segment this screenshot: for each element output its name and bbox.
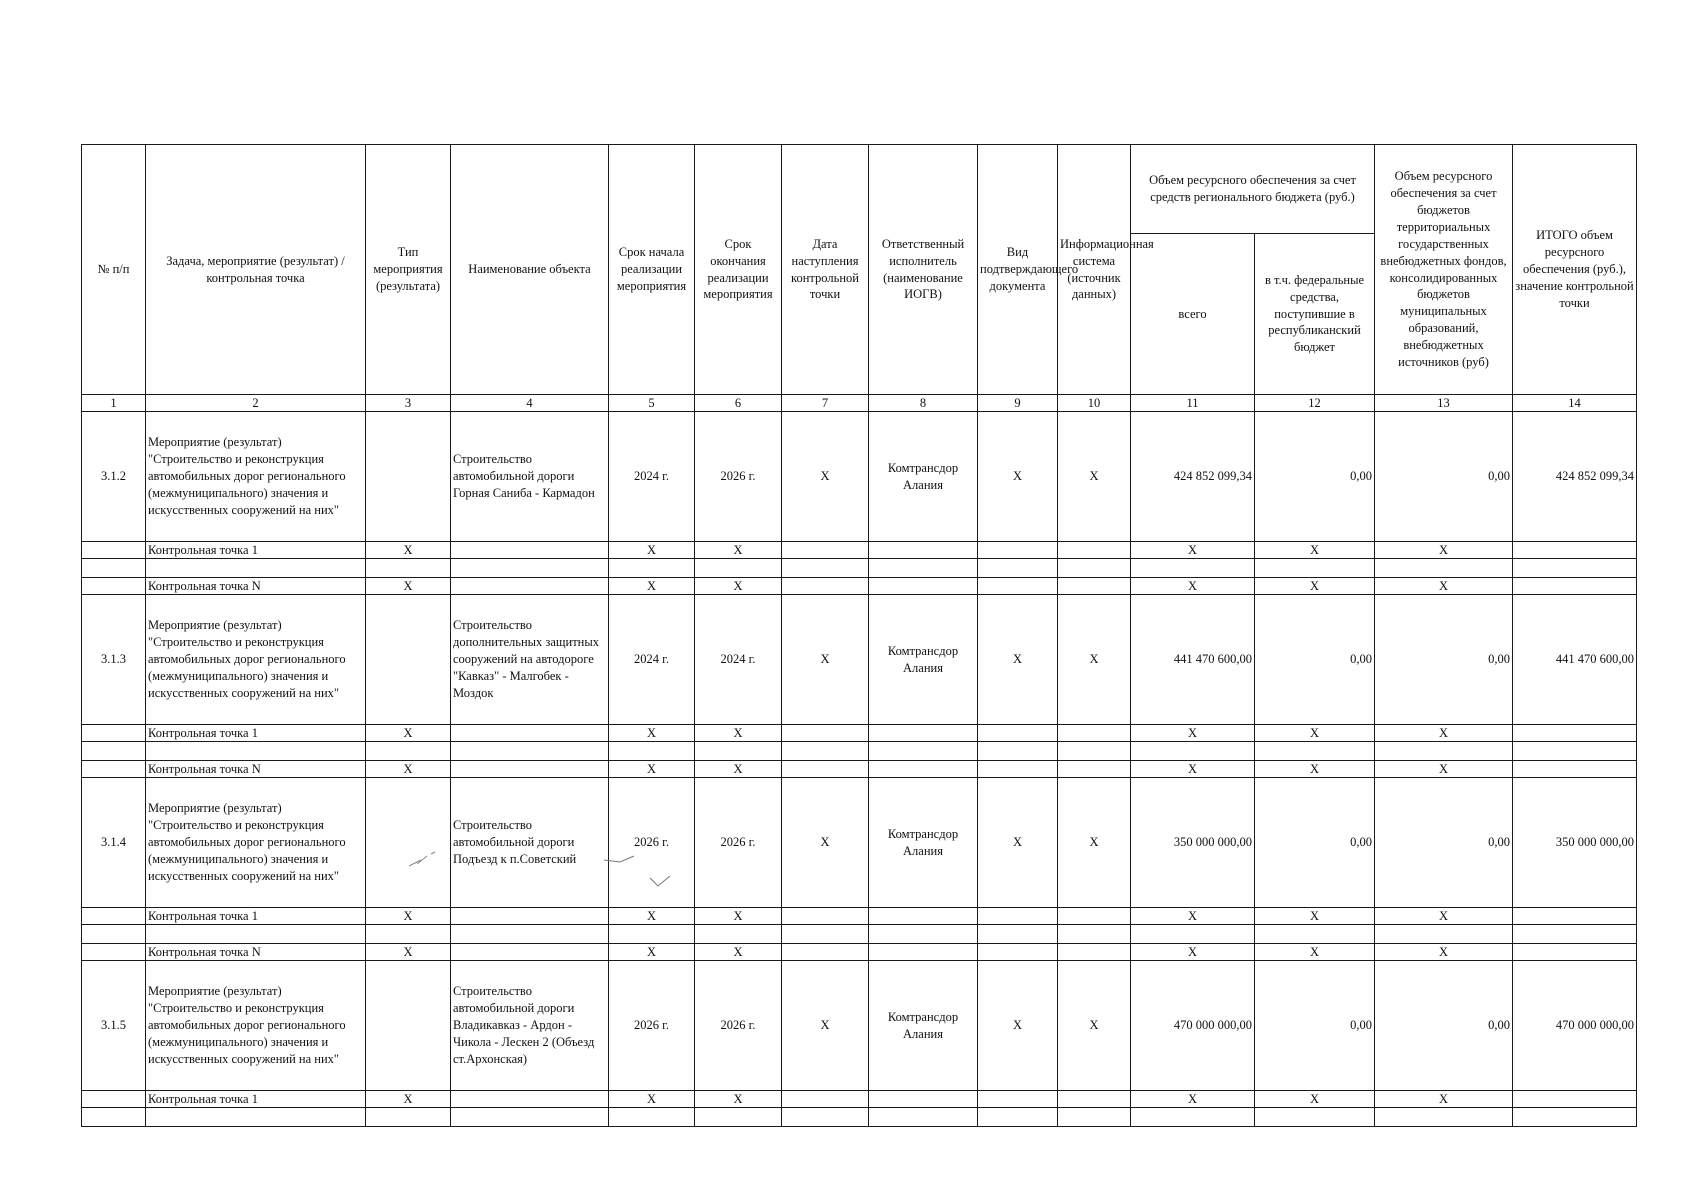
cp-total-mark: X [1131,908,1255,925]
resource-table [81,144,1637,1127]
cp-type-mark: X [366,761,451,778]
cp-type-mark: X [366,542,451,559]
cp-type-mark: X [366,578,451,595]
column-number: 14 [1513,395,1637,412]
cp-end-mark: X [695,908,782,925]
event-date: X [782,412,869,542]
header-type: Тип мероприятия (результата) [366,145,451,395]
cp-other-mark: X [1375,908,1513,925]
event-itogo: 441 470 600,00 [1513,595,1637,725]
event-doc: X [978,961,1058,1091]
event-end: 2026 г. [695,778,782,908]
cp-total-mark: X [1131,944,1255,961]
event-info: X [1058,961,1131,1091]
event-row [82,595,1637,725]
resource-table-document [81,144,1636,1127]
control-point-label: Контрольная точка 1 [146,542,366,559]
control-point-label: Контрольная точка 1 [146,908,366,925]
control-point-label: Контрольная точка N [146,944,366,961]
event-itogo: 424 852 099,34 [1513,412,1637,542]
column-number: 11 [1131,395,1255,412]
event-doc: X [978,595,1058,725]
event-object: Строительство дополнительных защитных сооружений на автодороге "Кавказ" - Малгобек - Моздок [451,595,609,725]
event-end: 2024 г. [695,595,782,725]
event-date: X [782,595,869,725]
column-number: 7 [782,395,869,412]
cp-type-mark: X [366,944,451,961]
event-type [366,778,451,908]
event-start: 2026 г. [609,778,695,908]
header-doc-type: Вид подтверждающего документа [978,145,1058,395]
cp-end-mark: X [695,578,782,595]
event-itogo: 350 000 000,00 [1513,778,1637,908]
event-total-regional: 350 000 000,00 [1131,778,1255,908]
column-number: 9 [978,395,1058,412]
header-info-system: Информационная система (источник данных) [1058,145,1131,395]
column-number: 2 [146,395,366,412]
control-point-label: Контрольная точка N [146,761,366,778]
header-date: Дата наступления контрольной точки [782,145,869,395]
event-date: X [782,961,869,1091]
event-number: 3.1.2 [82,412,146,542]
cp-end-mark: X [695,761,782,778]
cp-end-mark: X [695,542,782,559]
event-federal: 0,00 [1255,961,1375,1091]
event-doc: X [978,412,1058,542]
table-header-row [82,145,1637,234]
cp-start-mark: X [609,908,695,925]
event-info: X [1058,595,1131,725]
cp-other-mark: X [1375,944,1513,961]
cp-total-mark: X [1131,578,1255,595]
column-number-row [82,395,1637,412]
cp-start-mark: X [609,725,695,742]
event-executor: Комтрансдор Алания [869,595,978,725]
column-number: 10 [1058,395,1131,412]
spacer-row [82,742,1637,761]
control-point-row [82,944,1637,961]
event-executor: Комтрансдор Алания [869,778,978,908]
event-start: 2024 г. [609,412,695,542]
event-number: 3.1.3 [82,595,146,725]
column-number: 4 [451,395,609,412]
pen-mark [600,850,680,900]
event-other: 0,00 [1375,778,1513,908]
control-point-row [82,908,1637,925]
cp-end-mark: X [695,944,782,961]
event-info: X [1058,412,1131,542]
spacer-row [82,1108,1637,1127]
cp-federal-mark: X [1255,1091,1375,1108]
column-number: 13 [1375,395,1513,412]
pen-mark [405,848,445,872]
cp-start-mark: X [609,578,695,595]
column-number: 8 [869,395,978,412]
event-other: 0,00 [1375,412,1513,542]
header-total: всего [1131,234,1255,395]
cp-end-mark: X [695,725,782,742]
column-number: 3 [366,395,451,412]
event-info: X [1058,778,1131,908]
column-number: 6 [695,395,782,412]
cp-total-mark: X [1131,725,1255,742]
event-date: X [782,778,869,908]
control-point-row [82,1091,1637,1108]
header-number: № п/п [82,145,146,395]
cp-other-mark: X [1375,578,1513,595]
event-type [366,595,451,725]
cp-federal-mark: X [1255,542,1375,559]
event-task: Мероприятие (результат) "Строительство и реконструкция автомобильных дорог регионального (межмуниципального) значения и искусственных сооружений на них" [146,595,366,725]
event-end: 2026 г. [695,961,782,1091]
cp-start-mark: X [609,944,695,961]
cp-type-mark: X [366,1091,451,1108]
control-point-label: Контрольная точка N [146,578,366,595]
cp-total-mark: X [1131,1091,1255,1108]
event-total-regional: 424 852 099,34 [1131,412,1255,542]
event-row [82,412,1637,542]
event-number: 3.1.4 [82,778,146,908]
event-object: Строительство автомобильной дороги Владикавказ - Ардон - Чикола - Лескен 2 (Объезд ст.Архонская) [451,961,609,1091]
event-task: Мероприятие (результат) "Строительство и реконструкция автомобильных дорог регионального (межмуниципального) значения и искусственных сооружений на них" [146,778,366,908]
control-point-row [82,725,1637,742]
header-regional-budget: Объем ресурсного обеспечения за счет средств регионального бюджета (руб.) [1131,145,1375,234]
header-end: Срок окончания реализации мероприятия [695,145,782,395]
event-task: Мероприятие (результат) "Строительство и реконструкция автомобильных дорог регионального (межмуниципального) значения и искусственных сооружений на них" [146,961,366,1091]
cp-total-mark: X [1131,542,1255,559]
event-start: 2026 г. [609,961,695,1091]
event-other: 0,00 [1375,961,1513,1091]
header-other-sources: Объем ресурсного обеспечения за счет бюджетов территориальных государственных внебюджетных фондов, консолидированных бюджетов муниципальных образований, внебюджетных источников (руб) [1375,145,1513,395]
event-federal: 0,00 [1255,412,1375,542]
cp-other-mark: X [1375,1091,1513,1108]
cp-type-mark: X [366,908,451,925]
event-federal: 0,00 [1255,778,1375,908]
event-object: Строительство автомобильной дороги Подъезд к п.Советский [451,778,609,908]
event-executor: Комтрансдор Алания [869,412,978,542]
cp-other-mark: X [1375,725,1513,742]
control-point-row [82,542,1637,559]
event-total-regional: 441 470 600,00 [1131,595,1255,725]
event-task: Мероприятие (результат) "Строительство и реконструкция автомобильных дорог регионального (межмуниципального) значения и искусственных сооружений на них" [146,412,366,542]
event-executor: Комтрансдор Алания [869,961,978,1091]
cp-federal-mark: X [1255,578,1375,595]
spacer-row [82,559,1637,578]
cp-total-mark: X [1131,761,1255,778]
header-object: Наименование объекта [451,145,609,395]
cp-start-mark: X [609,761,695,778]
control-point-label: Контрольная точка 1 [146,1091,366,1108]
event-type [366,412,451,542]
event-row [82,961,1637,1091]
spacer-row [82,925,1637,944]
column-number: 12 [1255,395,1375,412]
event-object: Строительство автомобильной дороги Горная Саниба - Кармадон [451,412,609,542]
event-start: 2024 г. [609,595,695,725]
event-total-regional: 470 000 000,00 [1131,961,1255,1091]
header-itogo: ИТОГО объем ресурсного обеспечения (руб.), значение контрольной точки [1513,145,1637,395]
header-start: Срок начала реализации мероприятия [609,145,695,395]
header-task: Задача, мероприятие (результат) / контрольная точка [146,145,366,395]
control-point-row [82,761,1637,778]
cp-federal-mark: X [1255,908,1375,925]
cp-type-mark: X [366,725,451,742]
cp-federal-mark: X [1255,944,1375,961]
event-itogo: 470 000 000,00 [1513,961,1637,1091]
cp-start-mark: X [609,1091,695,1108]
event-doc: X [978,778,1058,908]
event-type [366,961,451,1091]
event-end: 2026 г. [695,412,782,542]
cp-federal-mark: X [1255,725,1375,742]
column-number: 1 [82,395,146,412]
cp-other-mark: X [1375,761,1513,778]
cp-other-mark: X [1375,542,1513,559]
cp-start-mark: X [609,542,695,559]
cp-federal-mark: X [1255,761,1375,778]
control-point-row [82,578,1637,595]
event-other: 0,00 [1375,595,1513,725]
column-number: 5 [609,395,695,412]
header-federal: в т.ч. федеральные средства, поступившие в республиканский бюджет [1255,234,1375,395]
event-federal: 0,00 [1255,595,1375,725]
event-number: 3.1.5 [82,961,146,1091]
header-executor: Ответственный исполнитель (наименование ИОГВ) [869,145,978,395]
cp-end-mark: X [695,1091,782,1108]
control-point-label: Контрольная точка 1 [146,725,366,742]
event-row [82,778,1637,908]
